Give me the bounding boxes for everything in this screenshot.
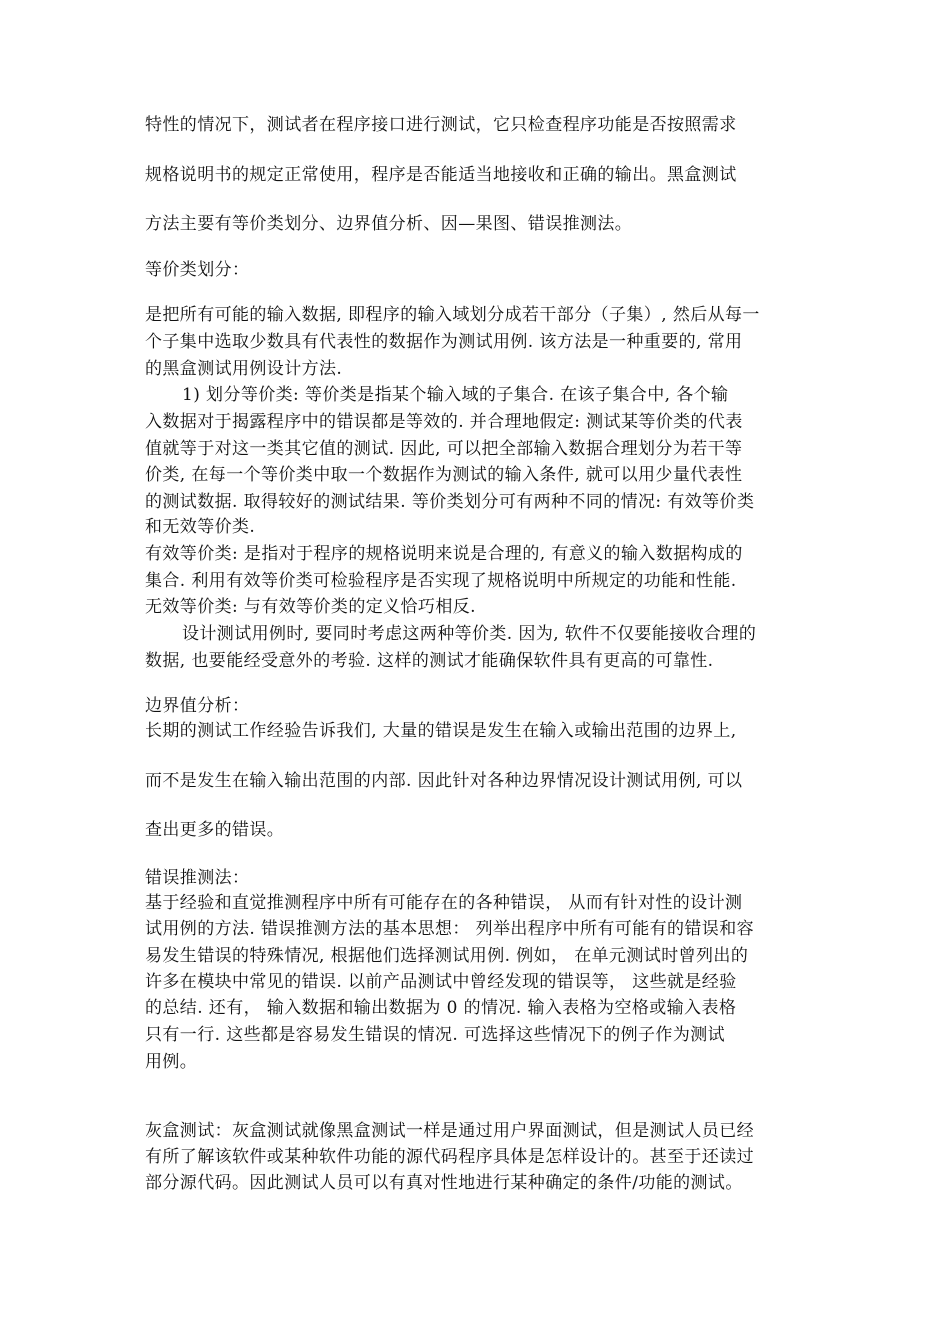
intro-line: 特性的情况下，测试者在程序接口进行测试，它只检查程序功能是否按照需求 bbox=[145, 115, 737, 135]
paragraph-line: 而不是发生在输入输出范围的内部. 因此针对各种边界情况设计测试用例, 可以 bbox=[145, 771, 743, 791]
paragraph-line: 入数据对于揭露程序中的错误都是等效的. 并合理地假定: 测试某等价类的代表 bbox=[145, 412, 743, 432]
document-page bbox=[145, 0, 815, 1344]
paragraph-line: 许多在模块中常见的错误. 以前产品测试中曾经发现的错误等， 这些就是经验 bbox=[145, 972, 737, 992]
paragraph-line: 查出更多的错误。 bbox=[145, 820, 285, 840]
paragraph-line: 易发生错误的特殊情况, 根据他们选择测试用例. 例如， 在单元测试时曾列出的 bbox=[145, 946, 749, 966]
paragraph-line: 基于经验和直觉推测程序中所有可能存在的各种错误， 从而有针对性的设计测 bbox=[145, 893, 743, 913]
paragraph-line: 1) 划分等价类: 等价类是指某个输入域的子集合. 在该子集合中, 各个输 bbox=[182, 385, 729, 405]
paragraph-line: 价类, 在每一个等价类中取一个数据作为测试的输入条件, 就可以用少量代表性 bbox=[145, 465, 743, 485]
paragraph-line: 的黑盒测试用例设计方法. bbox=[145, 359, 343, 379]
paragraph-line: 的测试数据. 取得较好的测试结果. 等价类划分可有两种不同的情况: 有效等价类 bbox=[145, 492, 755, 512]
paragraph-line: 长期的测试工作经验告诉我们, 大量的错误是发生在输入或输出范围的边界上, bbox=[145, 721, 737, 741]
paragraph-line: 是把所有可能的输入数据, 即程序的输入域划分成若干部分（子集）, 然后从每一 bbox=[145, 305, 760, 325]
paragraph-line: 无效等价类: 与有效等价类的定义恰巧相反. bbox=[145, 597, 476, 617]
paragraph-line: 设计测试用例时, 要同时考虑这两种等价类. 因为, 软件不仅要能接收合理的 bbox=[182, 624, 757, 644]
intro-line: 规格说明书的规定正常使用，程序是否能适当地接收和正确的输出。黑盒测试 bbox=[145, 165, 737, 185]
paragraph-line-graybox: 部分源代码。因此测试人员可以有真对性地进行某种确定的条件/功能的测试。 bbox=[145, 1173, 743, 1193]
paragraph-line-graybox: 灰盒测试：灰盒测试就像黑盒测试一样是通过用户界面测试，但是测试人员已经 bbox=[145, 1121, 754, 1141]
paragraph-line: 试用例的方法. 错误推测方法的基本思想： 列举出程序中所有可能有的错误和容 bbox=[145, 919, 755, 939]
paragraph-line: 值就等于对这一类其它值的测试. 因此, 可以把全部输入数据合理划分为若干等 bbox=[145, 439, 743, 459]
paragraph-line: 个子集中选取少数具有代表性的数据作为测试用例. 该方法是一种重要的, 常用 bbox=[145, 332, 743, 352]
section-heading-boundary: 边界值分析： bbox=[145, 696, 250, 716]
paragraph-line: 用例。 bbox=[145, 1052, 198, 1072]
paragraph-line: 有效等价类: 是指对于程序的规格说明来说是合理的, 有意义的输入数据构成的 bbox=[145, 544, 743, 564]
section-heading-equivalence: 等价类划分： bbox=[145, 260, 250, 280]
paragraph-line: 和无效等价类. bbox=[145, 517, 256, 537]
section-heading-error-guessing: 错误推测法： bbox=[145, 868, 250, 888]
paragraph-line: 数据, 也要能经受意外的考验. 这样的测试才能确保软件具有更高的可靠性. bbox=[145, 651, 714, 671]
paragraph-line-graybox: 有所了解该软件或某种软件功能的源代码程序具体是怎样设计的。甚至于还读过 bbox=[145, 1147, 754, 1167]
paragraph-line: 只有一行. 这些都是容易发生错误的情况. 可选择这些情况下的例子作为测试 bbox=[145, 1025, 726, 1045]
intro-line: 方法主要有等价类划分、边界值分析、因—果图、错误推测法。 bbox=[145, 214, 633, 234]
paragraph-line: 的总结. 还有， 输入数据和输出数据为 0 的情况. 输入表格为空格或输入表格 bbox=[145, 998, 737, 1018]
paragraph-line: 集合. 利用有效等价类可检验程序是否实现了规格说明中所规定的功能和性能. bbox=[145, 571, 737, 591]
